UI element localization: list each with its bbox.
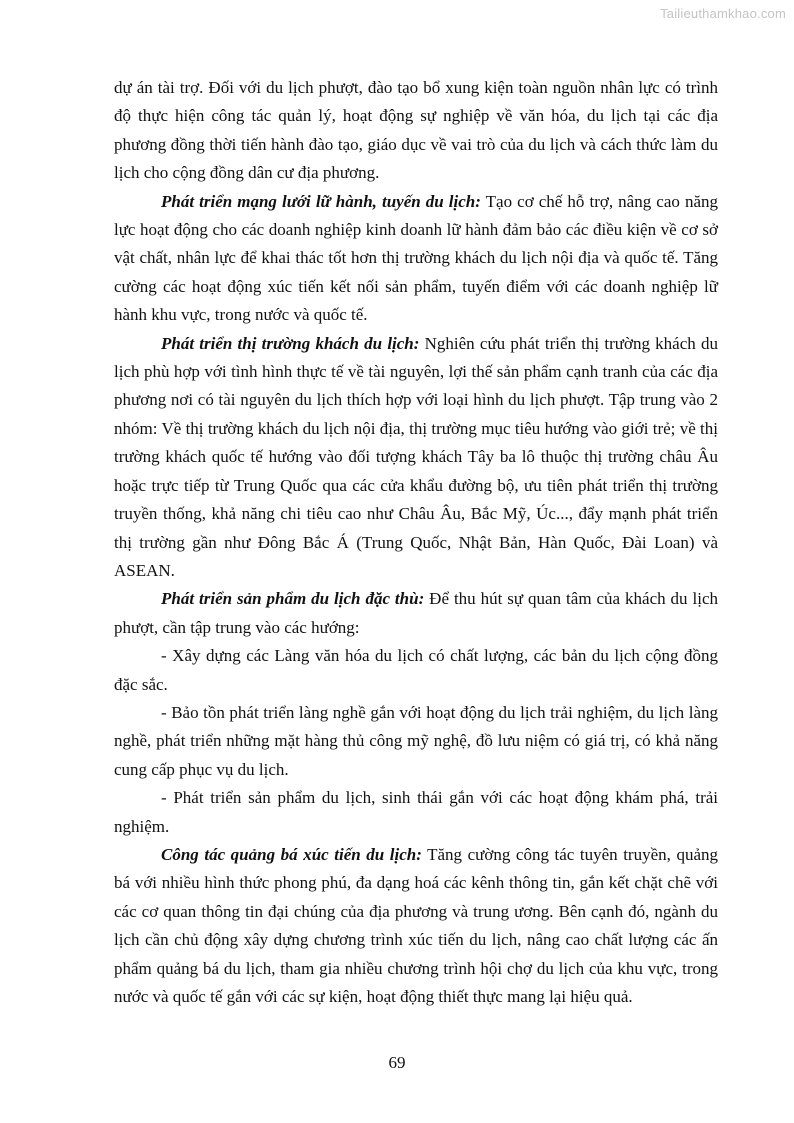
paragraph-tourist-market	[114, 330, 718, 586]
list-item-text: - Phát triển sản phẩm du lịch, sinh thái gắn với các hoạt động khám phá, trải nghiệm.	[114, 788, 718, 836]
paragraph-text: Nghiên cứu phát triển thị trường khách du lịch phù hợp với tình hình thực tế về tài nguyên, lợi thế sản phẩm cạnh tranh của các địa phương nơi có tài nguyên du lịch thích hợp với loại hình du lịch phượt. Tập trung vào 2 nhóm: Về thị trường khách du lịch nội địa, thị trường mục tiêu hướng vào giới trẻ; về thị trường khách quốc tế hướng vào đối tượng khách Tây ba lô thuộc thị trường châu Âu hoặc trực tiếp từ Trung Quốc qua các cửa khẩu đường bộ, ưu tiên phát triển thị trường truyền thống, khả năng chi tiêu cao như Châu Âu, Bắc Mỹ, Úc..., đẩy mạnh phát triển thị trường gần như Đông Bắc Á (Trung Quốc, Nhật Bản, Hàn Quốc, Đài Loan) và ASEAN.	[114, 333, 718, 580]
paragraph-text: Tăng cường công tác tuyên truyền, quảng bá với nhiều hình thức phong phú, đa dạng hoá các kênh thông tin, gắn kết chặt chẽ với các cơ quan thông tin đại chúng của địa phương và trung ương. Bên cạnh đó, ngành du lịch cần chủ động xây dựng chương trình xúc tiến du lịch, nâng cao chất lượng các ấn phẩm quảng bá du lịch, tham gia nhiều chương trình hội chợ du lịch của khu vực, trong nước và quốc tế gắn với các sự kiện, hoạt động thiết thực mang lại hiệu quả.	[114, 844, 718, 1006]
list-item-text: - Bảo tồn phát triển làng nghề gắn với hoạt động du lịch trải nghiệm, du lịch làng nghề, phát triển những mặt hàng thủ công mỹ nghệ, đồ lưu niệm có giá trị, có khả năng cung cấp phục vụ du lịch.	[114, 702, 718, 779]
page-body	[114, 74, 718, 1011]
list-item-craft-villages	[114, 699, 718, 784]
paragraph-text: Tạo cơ chế hỗ trợ, nâng cao năng lực hoạt động cho các doanh nghiệp kinh doanh lữ hành đảm bảo các điều kiện về cơ sở vật chất, nhân lực để khai thác tốt hơn thị trường khách du lịch nội địa và quốc tế. Tăng cường các hoạt động xúc tiến kết nối sản phẩm, tuyến điểm với các doanh nghiệp lữ hành khu vực, trong nước và quốc tế.	[114, 191, 718, 325]
page-number: 69	[388, 1053, 406, 1072]
list-item-text: - Xây dựng các Làng văn hóa du lịch có chất lượng, các bản du lịch cộng đồng đặc sắc.	[114, 646, 718, 694]
paragraph-heading: Phát triển thị trường khách du lịch:	[161, 333, 420, 353]
list-item-eco-tourism	[114, 784, 718, 841]
paragraph-promotion	[114, 841, 718, 1011]
paragraph-text: Để thu hút sự quan tâm của khách du lịch phượt, cần tập trung vào các hướng:	[114, 589, 718, 637]
paragraph-specific-products	[114, 585, 718, 642]
paragraph-travel-network	[114, 188, 718, 330]
paragraph-heading: Phát triển mạng lưới lữ hành, tuyến du lịch:	[161, 191, 481, 211]
paragraph-heading: Phát triển sản phẩm du lịch đặc thù:	[161, 589, 425, 609]
paragraph-text: dự án tài trợ. Đối với du lịch phượt, đào tạo bổ xung kiện toàn nguồn nhân lực có trình độ thực hiện công tác quản lý, hoạt động sự nghiệp về văn hóa, du lịch tại các địa phương đồng thời tiến hành đào tạo, giáo dục về vai trò của du lịch và cách thức làm du lịch cho cộng đồng dân cư địa phương.	[114, 78, 718, 183]
paragraph-heading: Công tác quảng bá xúc tiến du lịch:	[161, 844, 422, 864]
list-item-cultural-villages	[114, 642, 718, 699]
watermark-text: Tailieuthamkhao.com	[660, 6, 786, 21]
paragraph-intro	[114, 74, 718, 188]
